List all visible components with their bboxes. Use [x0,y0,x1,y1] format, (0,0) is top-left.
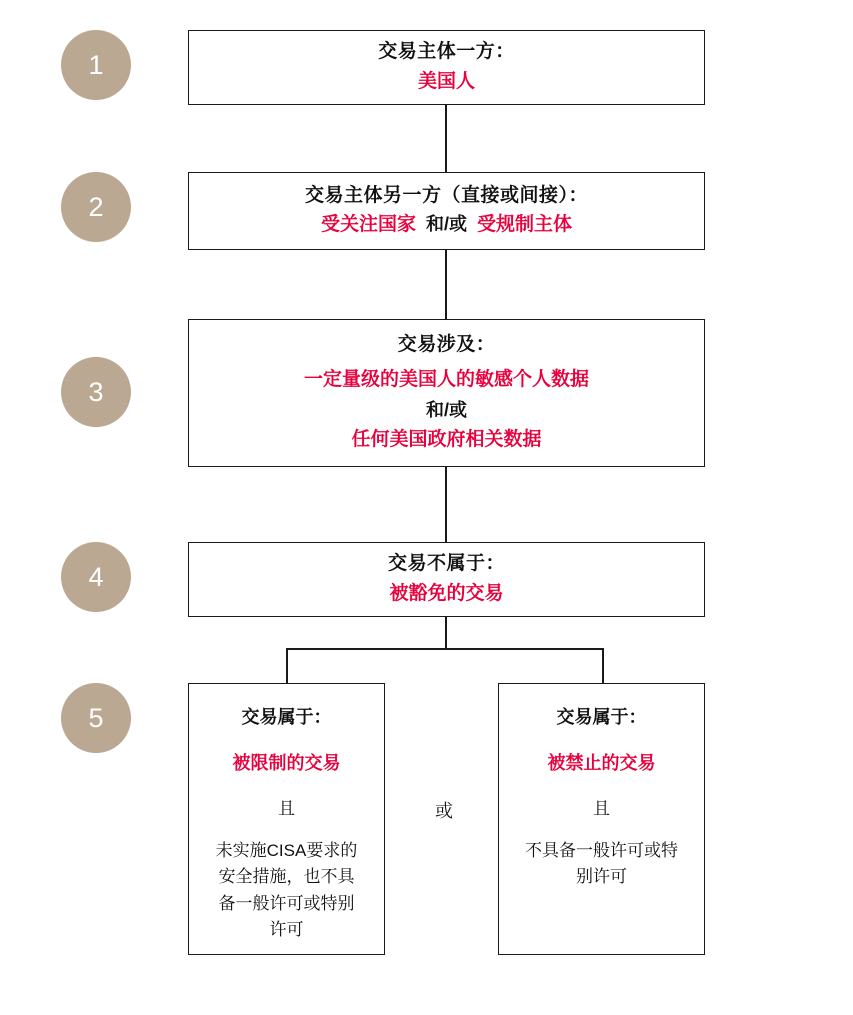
box5-right-heading: 交易属于： [556,707,647,727]
step-number: 1 [88,49,104,80]
step-number: 3 [88,376,104,407]
step-circle-3 [61,357,131,427]
box5-left-detail: 未实施CISA要求的安全措施，也不具备一般许可或特别许可 [215,841,358,940]
criteria-box-2 [188,172,705,250]
box4-red-text: 被豁免的交易 [389,582,504,604]
branch-or-label: 或 [435,801,453,821]
outcome-box-restricted [188,683,385,955]
connector-3-4 [445,467,447,542]
criteria-box-4 [188,542,705,617]
box3-red-1: 一定量级的美国人的敏感个人数据 [303,369,589,391]
step-number: 4 [88,561,104,592]
connector-1-2 [445,105,447,172]
step-number: 5 [88,702,104,733]
criteria-box-1 [188,30,705,105]
box2-red-left: 受关注国家 [320,214,416,236]
outcome-box-prohibited [498,683,705,955]
box3-heading: 交易涉及： [397,333,496,355]
connector-2-3 [445,250,447,319]
box5-right-red: 被禁止的交易 [547,753,656,773]
step-circle-4 [61,542,131,612]
box2-red-row [321,210,572,240]
step-circle-2 [61,172,131,242]
box4-heading: 交易不属于： [387,553,505,575]
box2-red-right: 受规制主体 [477,214,573,236]
box3-connector: 和/或 [425,399,467,420]
step-circle-5 [61,683,131,753]
box1-heading: 交易主体一方： [378,41,515,63]
box2-connector: 和/或 [425,214,467,235]
box1-red-text: 美国人 [417,70,475,92]
box5-right-detail: 不具备一般许可或特别许可 [525,841,678,887]
box2-heading: 交易主体另一方（直接或间接）： [304,184,588,206]
box5-left-red: 被限制的交易 [232,753,341,773]
box5-left-heading: 交易属于： [241,707,332,727]
connector-branch-right [602,648,604,683]
box3-red-2: 任何美国政府相关数据 [351,428,542,450]
box5-right-conj: 且 [593,798,610,818]
box5-left-conj: 且 [278,798,295,818]
step-circle-1 [61,30,131,100]
connector-branch-left [286,648,288,683]
step-number: 2 [88,191,104,222]
criteria-box-3 [188,319,705,467]
connector-branch-horizontal [286,648,604,650]
connector-4-branch-stem [445,617,447,650]
